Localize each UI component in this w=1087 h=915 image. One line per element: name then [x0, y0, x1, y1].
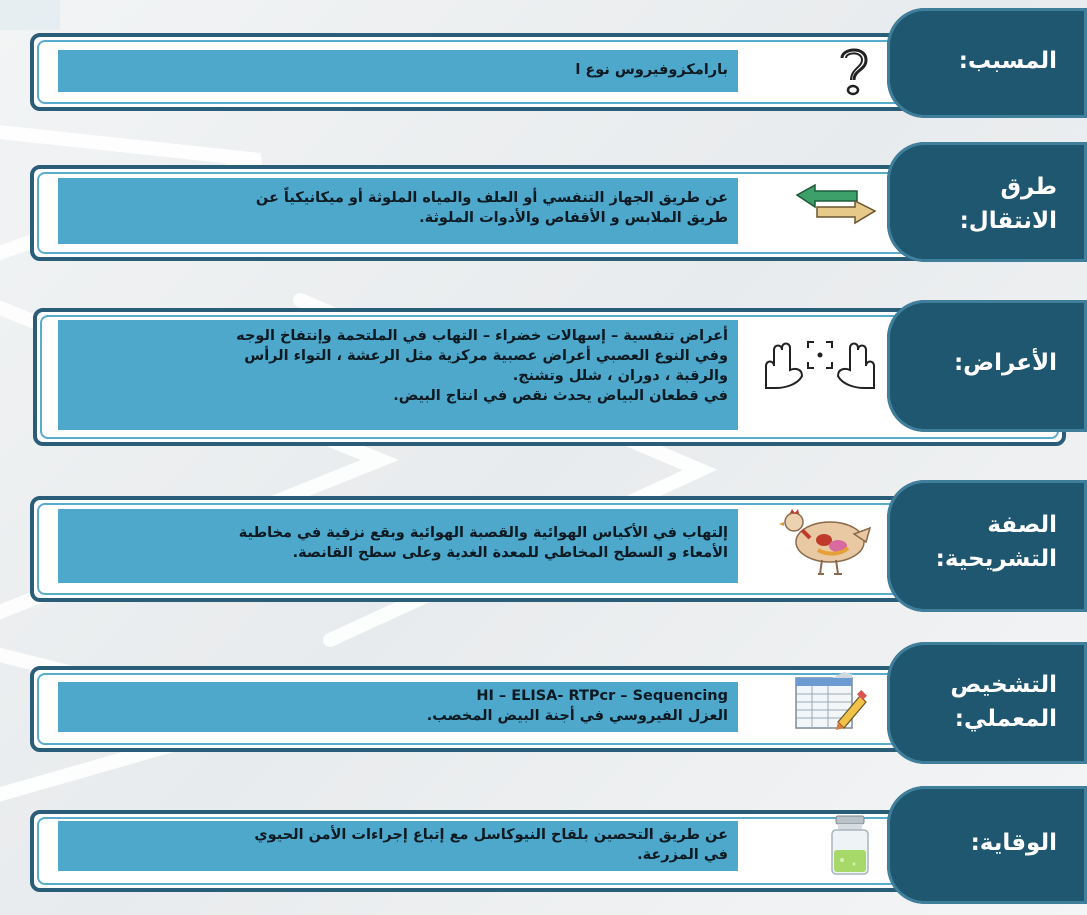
section-label-tab: [887, 642, 1087, 764]
section-text: [58, 509, 738, 583]
text-line: في المزرعة.: [637, 847, 728, 863]
chicken-anatomy-icon: [778, 508, 874, 578]
section-label: المسبب:: [958, 48, 1057, 74]
text-line: عن طريق الجهاز التنفسي أو العلف والمياه الملوثة أو ميكانيكياً عن: [255, 190, 728, 206]
text-line: وفي النوع العصبي أعراض عصبية مركزية مثل الرعشة ، التواء الرأس: [244, 348, 728, 364]
section-text: [58, 50, 738, 92]
section-label: المعملي:: [954, 706, 1057, 732]
text-line: الأمعاء و السطح المخاطي للمعدة الغدية وعلى سطح القانصة.: [292, 545, 728, 561]
section-label: الصفة: [987, 512, 1057, 538]
text-line: طريق الملابس و الأقفاص والأدوات الملوثة.: [419, 210, 728, 226]
section-label: الأعراض:: [953, 350, 1057, 376]
section-label: التشريحية:: [935, 546, 1057, 572]
section-label: الوقاية:: [970, 830, 1057, 856]
text-line: أعراض تنفسية – إسهالات خضراء – التهاب في الملتحمة وإنتفاخ الوجه: [236, 328, 728, 344]
section-label-tab: [887, 786, 1087, 904]
text-line: HI – ELISA- RTPcr – Sequencing: [476, 688, 728, 704]
section-label: الانتقال:: [959, 208, 1057, 234]
section-label-tab: [887, 480, 1087, 612]
section-label-tab: [887, 142, 1087, 262]
text-line: عن طريق التحصين بلقاح النيوكاسل مع إتباع إجراءات الأمن الحيوي: [254, 827, 728, 843]
section-label: طرق: [1000, 174, 1057, 200]
two-way-arrows-icon: [795, 183, 877, 225]
text-line: والرقبة ، دوران ، شلل وتشنج.: [512, 368, 728, 384]
lab-report-icon: [792, 672, 868, 732]
section-text: [58, 821, 738, 871]
text-line: العزل الفيروسي في أجنة البيض المخصب.: [426, 708, 728, 724]
section-label-tab: [887, 300, 1087, 432]
section-label: التشخيص: [950, 672, 1057, 698]
section-text: [58, 178, 738, 244]
vaccine-vial-icon: [826, 814, 874, 876]
section-label-tab: [887, 8, 1087, 118]
question-mark-icon: [832, 42, 876, 100]
section-text: [58, 320, 738, 430]
section-text: [58, 682, 738, 732]
hand-gesture-icon: [762, 340, 878, 392]
text-line: في قطعان البياض يحدث نقص في انتاج البيض.: [393, 388, 728, 404]
text-line: بارامكزوفيروس نوع ا: [575, 62, 728, 78]
text-line: إلتهاب في الأكياس الهوائية والقصبة الهوائية وبقع نزفية في مخاطية: [238, 525, 728, 541]
